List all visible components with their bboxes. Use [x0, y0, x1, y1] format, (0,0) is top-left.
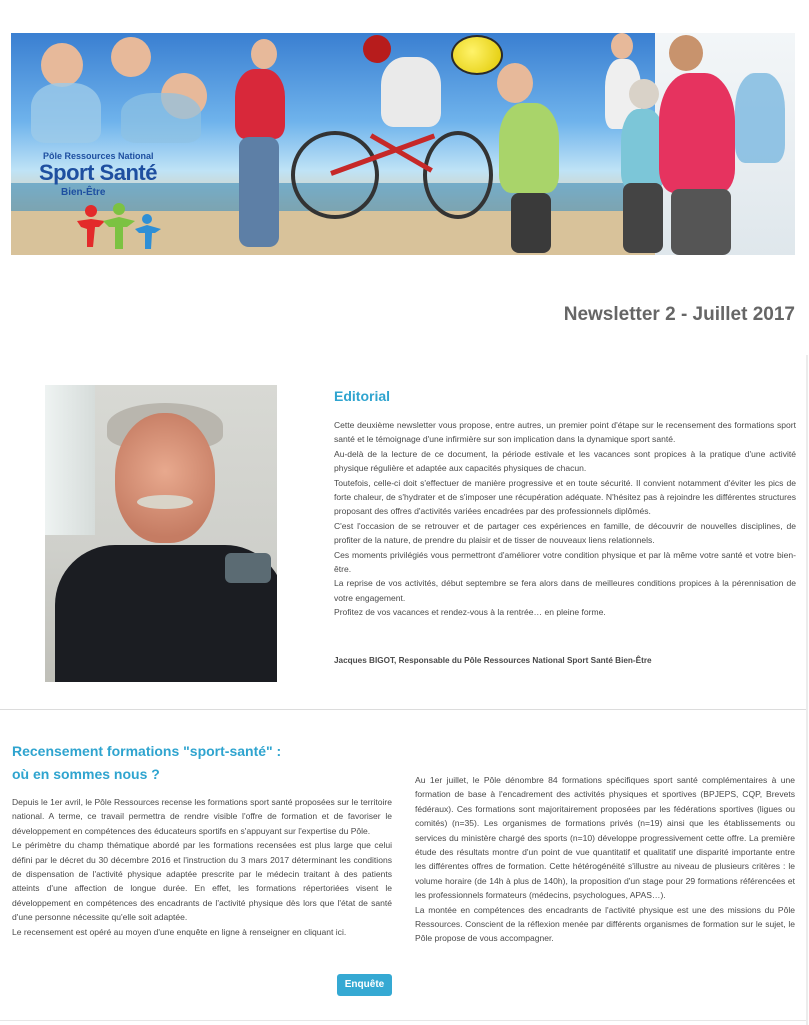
banner-hiker-head [251, 39, 277, 69]
banner-swimmer-body-2 [121, 93, 201, 143]
editorial-paragraph: C'est l'occasion de se retrouver et de partager ces expériences en famille, de découvrir de nouvelles disciplines, de profiter de la nature, de prendre du plaisir et de tisser de nouveaux liens relationnels. [334, 520, 796, 546]
recensement-paragraph: Au 1er juillet, le Pôle dénombre 84 formations spécifiques sport santé complémentaires à une formation de base à l'encadrement des activités physiques et sportives (BPJEPS, CQP, Brevets fédéraux). Ces formations sont majoritairement proposées par les fédérations sportives (ligues ou comités) (n=35). Les organismes de formations privés (n=19) ainsi que les établissements ou services du ministère chargé des sports (n=10) développe progressivement cette offre. La première étude des résultats montre d'un point de vue quantitatif et qualitatif une disparité importante entre les différentes offres de formation. Cette hétérogénéité s'illustre au niveau de plusieurs critères : le volume horaire (de 14h à plus de 140h), la proposition d'un stage pour 29 formations référencées et les professionnels formateurs (médecins, psychologues, APAS…). [415, 775, 795, 901]
banner-girl-dress [499, 103, 559, 193]
banner-girl-legs [511, 193, 551, 253]
banner-background-person [735, 73, 785, 163]
enquete-button[interactable]: Enquête [337, 974, 392, 996]
newsletter-title: Newsletter 2 - Juillet 2017 [563, 304, 795, 325]
logo-figures-icon [75, 203, 165, 255]
banner-bike-wheel-front [291, 131, 379, 219]
recensement-column-right [415, 773, 795, 946]
photo-face [115, 413, 215, 543]
photo-moustache [137, 495, 193, 509]
banner-swimmer-2 [111, 37, 151, 77]
banner-pink-woman-head [669, 35, 703, 71]
banner-cyclist-body [381, 57, 441, 127]
recensement-title [12, 740, 342, 786]
banner-woman-legs [623, 183, 663, 253]
banner-swimmer-body [31, 83, 101, 143]
banner-swimmer-1 [41, 43, 83, 87]
banner-man-head [611, 33, 633, 59]
banner-hiker-legs [239, 137, 279, 247]
logo-line1: Pôle Ressources National [43, 151, 154, 161]
logo-line3: Bien-Être [61, 187, 106, 198]
banner-pink-woman-legs [671, 189, 731, 255]
banner-pink-woman-body [659, 73, 735, 193]
banner-hiker-body [235, 69, 285, 139]
photo-telephone [225, 553, 271, 583]
bottom-divider [0, 1020, 806, 1021]
recensement-title-line2: où en sommes nous ? [12, 766, 160, 782]
editorial-author-photo [45, 385, 277, 682]
editorial-paragraph: Toutefois, celle-ci doit s'effectuer de manière progressive et en toute sécurité. Il convient notamment d'éviter les pics de forte chaleur, de s'hydrater et de s'imposer une récupération adéquate. N'hésitez pas à rejoindre les différentes structures proposant des offres d'activités variées encadrées par des professionnels diplômés. [334, 477, 796, 517]
banner-cyclist-helmet [363, 35, 391, 63]
editorial-text [334, 418, 796, 620]
editorial-paragraph: La reprise de vos activités, début septembre se fera alors dans de meilleures conditions propices à la pérennisation de votre engagement. [334, 578, 796, 603]
editorial-paragraph: Ces moments privilégiés vous permettront d'améliorer votre condition physique et par là même votre santé et votre bien-être. [334, 549, 796, 575]
right-border [806, 355, 808, 1025]
editorial-paragraph: Profitez de vos vacances et rendez-vous à la rentrée… en pleine forme. [334, 607, 606, 618]
photo-window [45, 385, 95, 535]
editorial-paragraph: Cette deuxième newsletter vous propose, entre autres, un premier point d'étape sur le recensement des formations sport santé et le témoignage d'une infirmière sur son implication dans la dynamique sport santé. [334, 420, 796, 445]
recensement-column-left [12, 795, 392, 939]
recensement-title-line1: Recensement formations "sport-santé" : [12, 743, 282, 759]
pole-ressources-logo [31, 151, 181, 255]
header-banner-image [11, 33, 795, 255]
section-divider [0, 709, 806, 710]
editorial-signature: Jacques BIGOT, Responsable du Pôle Ressources National Sport Santé Bien-Être [334, 656, 652, 665]
banner-bike-wheel-back [423, 131, 493, 219]
banner-girl-head [497, 63, 533, 103]
recensement-paragraph: Le périmètre du champ thématique abordé par les formations recensées est plus large que celui défini par le décret du 30 décembre 2016 et l'instruction du 3 mars 2017 déterminant les conditions de dispensation de l'activité physique adaptée prescrite par le médecin traitant à des patients atteints d'une affection de longue durée. En effet, les formations répertoriées visent le développement en compétences des encadrants de l'activité physique dès lors que l'état de santé d'une personne nécessite qu'elle soit adaptée. [12, 840, 392, 923]
editorial-paragraph: Au-delà de la lecture de ce document, la période estivale et les vacances sont propices à la pratique d'une activité physique régulière et adaptée aux capacités physiques de chacun. [334, 448, 796, 474]
recensement-paragraph: Le recensement est opéré au moyen d'une enquête en ligne à renseigner en cliquant ici. [12, 926, 347, 937]
banner-ball [451, 35, 503, 75]
editorial-title: Editorial [334, 388, 391, 404]
banner-woman-head [629, 79, 659, 109]
logo-line2: Sport Santé [39, 160, 157, 185]
recensement-paragraph: La montée en compétences des encadrants de l'activité physique est une des missions du Pôle Ressources. Conscient de la réflexion menée par différents organismes de formation sur le sujet, le Pôle propose de vous accompagner. [415, 904, 795, 944]
recensement-paragraph: Depuis le 1er avril, le Pôle Ressources recense les formations sport santé proposées sur le territoire national. A terme, ce travail permettra de rendre visible l'offre de formation et de favoriser le développement en compétences des éducateurs sportifs en s'appuyant sur l'expertise du Pôle. [12, 797, 392, 836]
